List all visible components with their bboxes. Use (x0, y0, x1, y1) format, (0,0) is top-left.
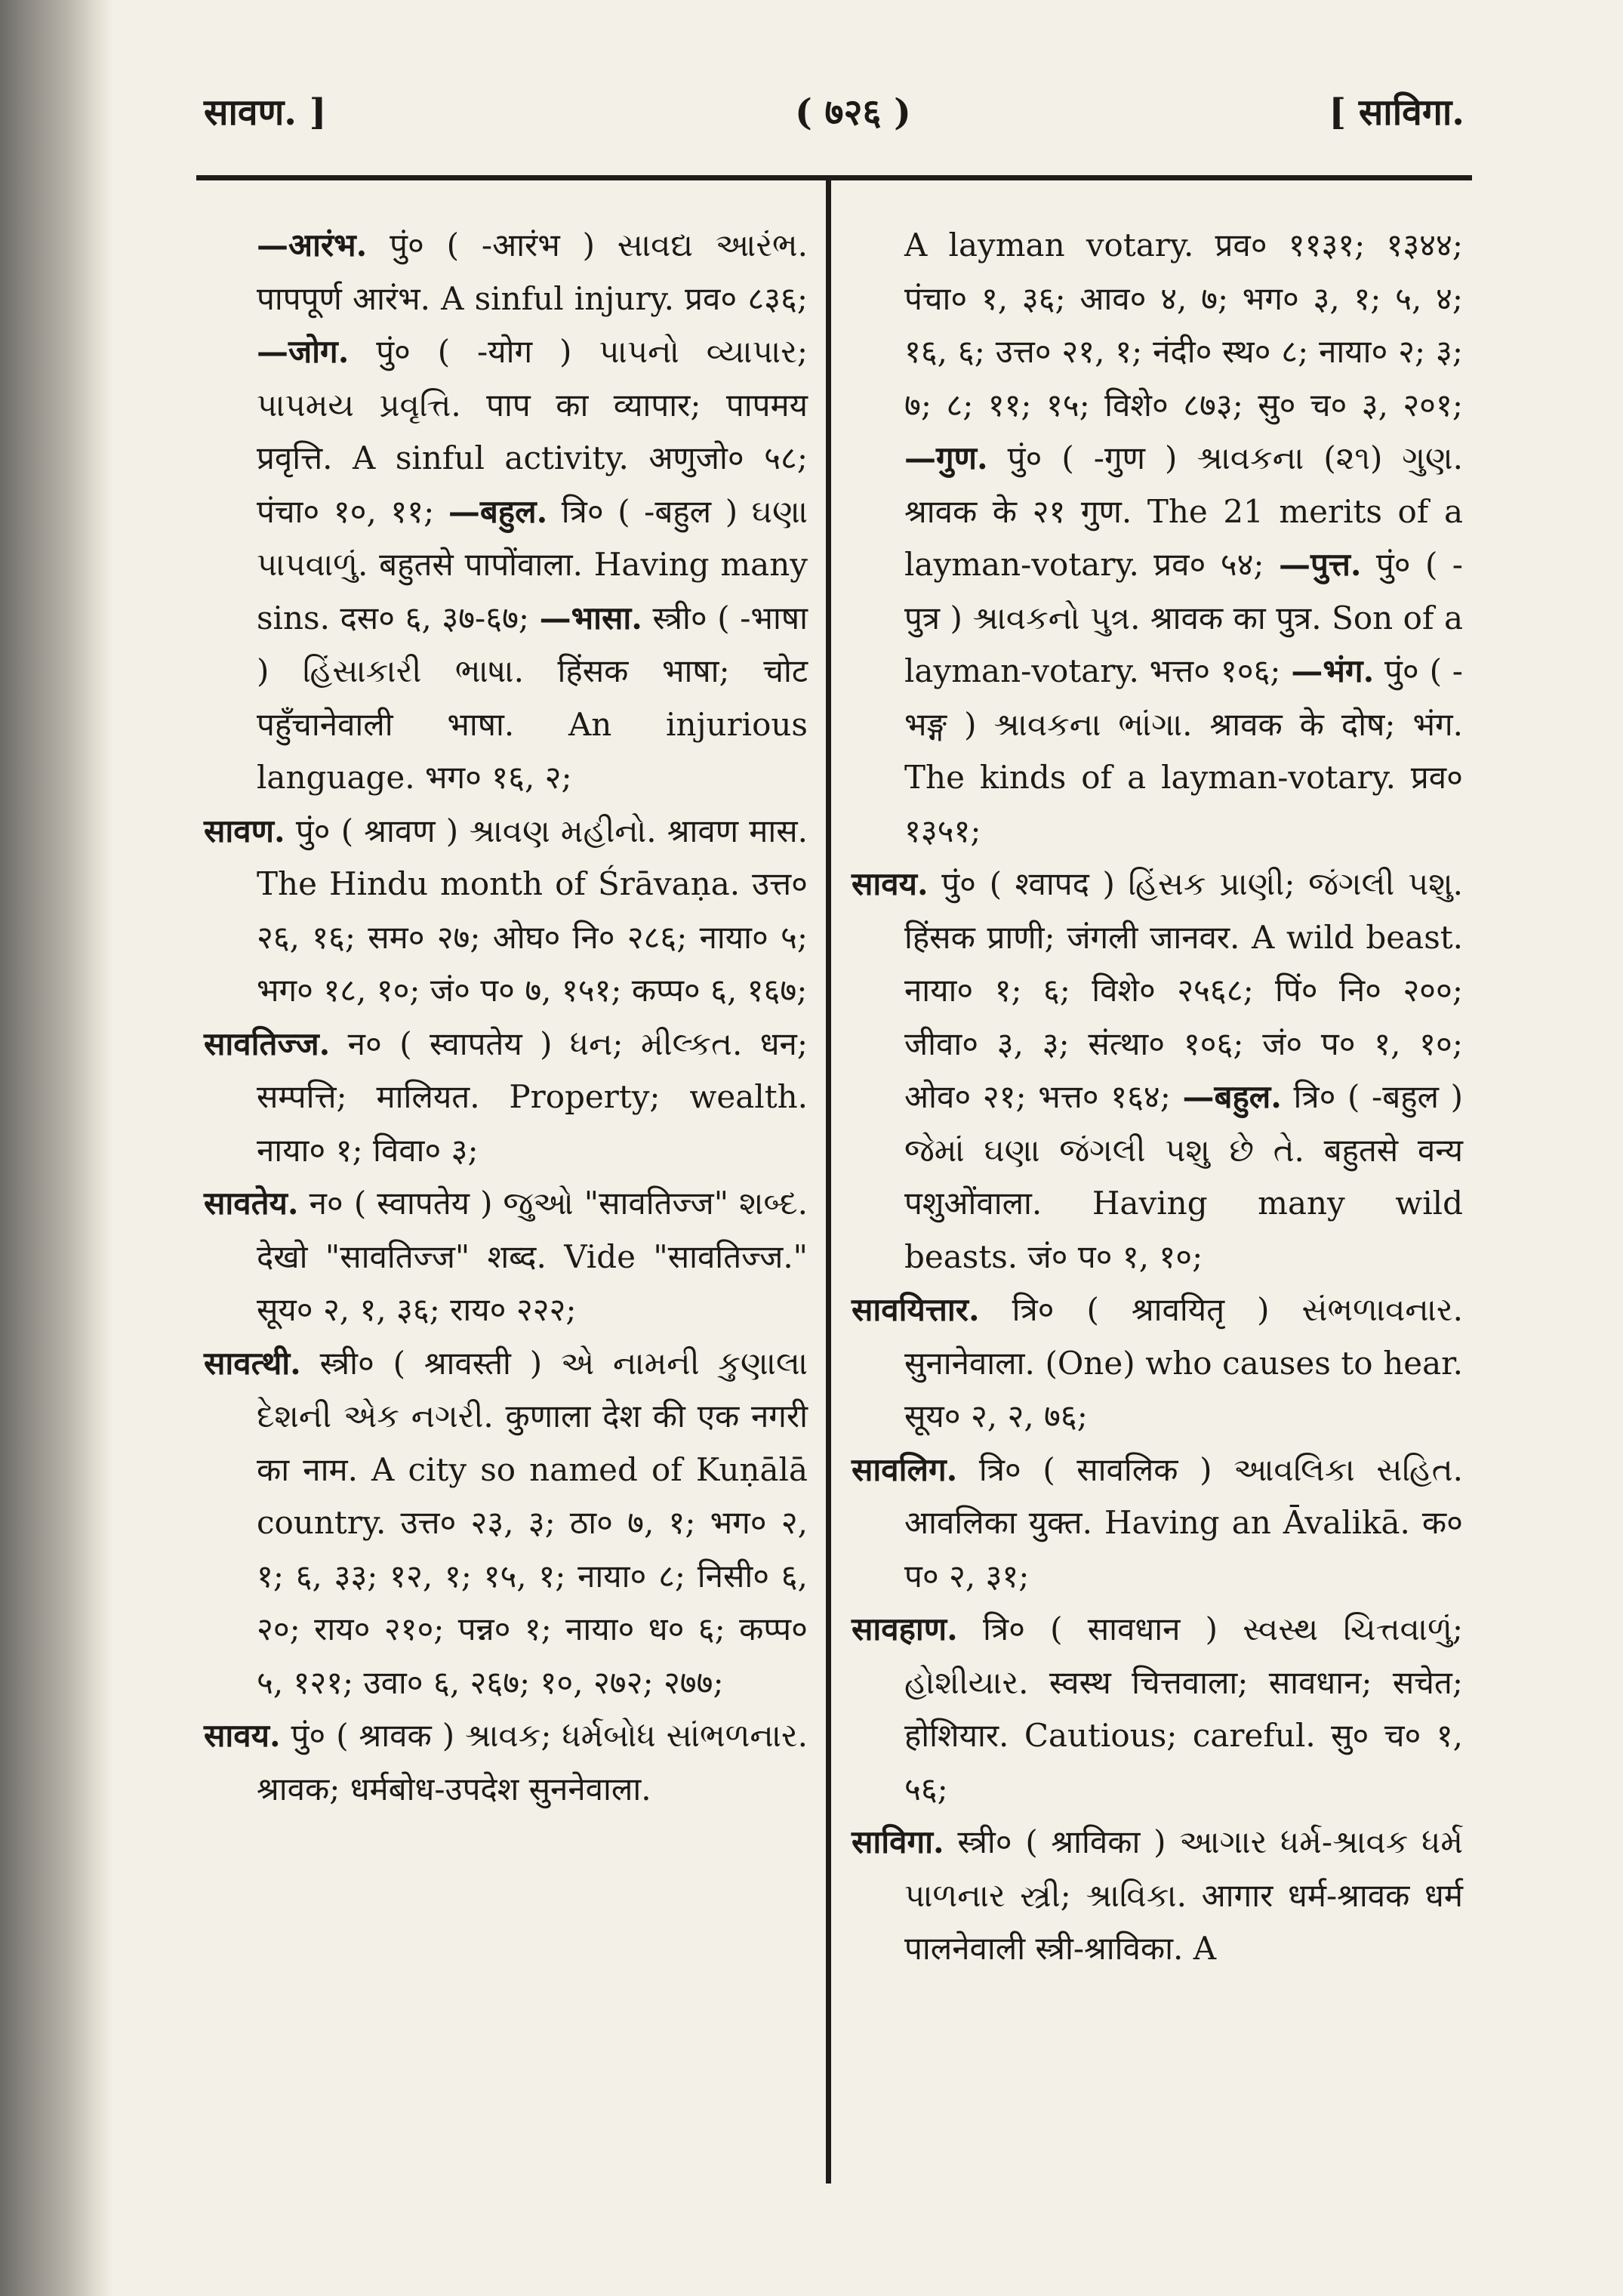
dictionary-entry (204, 1177, 808, 1337)
dictionary-entry (204, 1709, 808, 1816)
entry-definition: स्त्री० ( श्रावस्ती ) એ નામની કુણાલા દેશની એક નગરી. कुणाला देश की एक नगरी का नाम. A city so named of Kuṇālā country. उत्त० २३, ३; ठा० ७, १; भग० २, १; ६, ३३; १२, १; १५, १; नाया० ८; निसी० ६, २०; राय० २१०; पन्न० १; नाया० ध० ६; कप्प० ५, १२१; उवा० ६, २६७; १०, २७२; २७७; (257, 1344, 808, 1701)
dictionary-entry (204, 1337, 808, 1710)
entry-headword: सावय. (204, 1717, 281, 1754)
left-column (204, 219, 808, 1816)
dictionary-subentry (204, 219, 808, 805)
entry-definition: स्त्री० ( -भाषा ) હિંસાકારી ભાષા. हिंसक भाषा; चोट पहुँचानेवाली भाषा. An injurious language. भग० १६, २; (257, 599, 808, 796)
entry-definition: पुं० ( -आरंभ ) સાવદ્ય આરંભ. पापपूर्ण आरंभ. A sinful injury. प्रव० ८३६; (257, 227, 808, 317)
entry-headword: सावलिग. (852, 1450, 958, 1488)
header-first-word: सावण. ] (204, 91, 327, 134)
dictionary-entry (852, 1816, 1463, 1976)
entry-definition: स्त्री० ( श्राविका ) આગાર ધર્મ-શ્રાવક ધર્મ પાળનાર સ્ત્રી; શ્રાવિકા. आगार धर्म-श्रावक धर्म पालनेवाली स्त्री-श्राविका. A (904, 1823, 1463, 1967)
dictionary-entry (852, 1284, 1463, 1444)
entry-definition: न० ( स्वापतेय ) જુઓ "सावतिज्ज" શબ્દ. देखो "सावतिज्ज" शब्द. Vide "सावतिज्ज." सूय० २, १, ३६; राय० २२२; (257, 1185, 808, 1328)
entry-headword: सावहाण. (852, 1610, 958, 1647)
page-number: ( ७२६ ) (795, 91, 911, 134)
header-rule (196, 175, 1472, 180)
subentry-headword: —आरंभ. (257, 227, 368, 264)
entry-definition: त्रि० ( -बहुल ) જેમાં ઘણા જંગલી પશુ છે તે. बहुतसे वन्य पशुओंवाला. Having many wild beasts. जं० प० १, १०; (904, 1078, 1463, 1275)
subentry-headword: —बहुल. (1182, 1078, 1282, 1115)
column-divider (826, 175, 831, 2184)
entry-headword: सावण. (204, 812, 285, 849)
dictionary-entry (852, 1603, 1463, 1816)
entry-headword: सावतिज्ज. (204, 1025, 331, 1062)
subentry-headword: —भासा. (539, 599, 642, 636)
entry-definition: पुं० ( श्वापद ) હિંસક પ્રાણી; જંગલી પશુ. हिंसक प्राणी; जंगली जानवर. A wild beast. नाया० १; ६; विशे० २५६८; पिं० नि० २००; जीवा० ३, ३; संत्था० १०६; जं० प० १, १०; ओव० २१; भत्त० १६४; (904, 865, 1463, 1115)
header-last-word: [ साविगा. (1329, 91, 1464, 134)
entry-headword: सावत्थी. (204, 1344, 301, 1382)
entry-definition: पुं० ( श्रावक ) શ્રાવક; ધર્મબોધ સાંભળનાર. श्रावक; धर्मबोध-उपदेश सुननेवाला. (257, 1717, 808, 1808)
dictionary-entry (204, 1018, 808, 1178)
subentry-headword: —गुण. (904, 439, 988, 476)
entry-definition: त्रि० ( सावलिक ) આવલિકા સહિત. आवलिका युक्त. Having an Āvalikā. क० प० २, ३१; (904, 1450, 1463, 1595)
dictionary-entry (852, 1444, 1463, 1604)
subentry-headword: —बहुल. (448, 492, 548, 530)
entry-headword: सावतेय. (204, 1185, 299, 1222)
entry-definition: पुं० ( -पुत्र ) શ્રાવકનો પુત્ર. श्रावक का पुत्र. Son of a layman-votary. भत्त० १०६; (904, 546, 1463, 689)
dictionary-subentry (852, 219, 1463, 858)
right-column (852, 219, 1463, 1976)
page-header (204, 79, 1464, 147)
dictionary-entry (852, 858, 1463, 1284)
entry-definition: त्रि० ( सावधान ) સ્વસ્થ ચિત્તવાળું; હોશીયાર. स्वस्थ चित्तवाला; सावधान; सचेत; होशियार. Cautious; careful. सु० च० १, ५६; (904, 1610, 1463, 1808)
entry-definition: A layman votary. प्रव० ११३१; १३४४; पंचा० १, ३६; आव० ४, ७; भग० ३, १; ५, ४; १६, ६; उत्त० २१, १; नंदी० स्थ० ८; नाया० २; ३; ७; ८; ११; १५; विशे० ८७३; सु० च० ३, २०१; (904, 227, 1463, 424)
entry-definition: पुं० ( -भङ्ग ) શ્રાવકના ભાંગા. श्रावक के दोष; भंग. The kinds of a layman-votary. प्रव० १३५१; (904, 652, 1463, 849)
page-binding-shadow (0, 0, 113, 2296)
entry-definition: पुं० ( श्रावण ) શ્રાવણ મહીનો. श्रावण मास. The Hindu month of Śrāvaṇa. उत्त० २६, १६; सम० २७; ओघ० नि० २८६; नाया० ५; भग० १८, १०; जं० प० ७, १५१; कप्प० ६, १६७; (257, 812, 808, 1009)
entry-definition: त्रि० ( -बहुल ) ઘણા પાપવાળું. बहुतसे पापोंवाला. Having many sins. दस० ६, ३७-६७; (257, 492, 808, 636)
entry-definition: न० ( स्वापतेय ) ધન; મીલ્કત. धन; सम्पत्ति; मालियत. Property; wealth. नाया० १; विवा० ३; (257, 1025, 808, 1169)
entry-headword: सावयित्तार. (852, 1291, 980, 1328)
subentry-headword: —भंग. (1291, 652, 1375, 689)
dictionary-entry (204, 805, 808, 1018)
entry-headword: सावय. (852, 865, 929, 902)
entry-definition: पुं० ( -गुण ) શ્રાવકના (૨૧) ગુણ. श्रावक के २१ गुण. The 21 merits of a layman-votary. प्रव० ५४; (904, 439, 1463, 583)
subentry-headword: —जोग. (257, 333, 350, 370)
entry-definition: त्रि० ( श्रावयितृ ) સંભળાવનાર. सुनानेवाला. (One) who causes to hear. सूय० २, २, ७६; (904, 1291, 1463, 1435)
entry-headword: साविगा. (852, 1823, 944, 1860)
entry-definition: पुं० ( -योग ) પાપનો વ્યાપાર; પાપમય પ્રવૃત્તિ. पाप का व्यापार; पापमय प्रवृत्ति. A sinful activity. अणुजो० ५८; पंचा० १०, ११; (257, 333, 808, 530)
subentry-headword: —पुत्त. (1278, 546, 1362, 583)
